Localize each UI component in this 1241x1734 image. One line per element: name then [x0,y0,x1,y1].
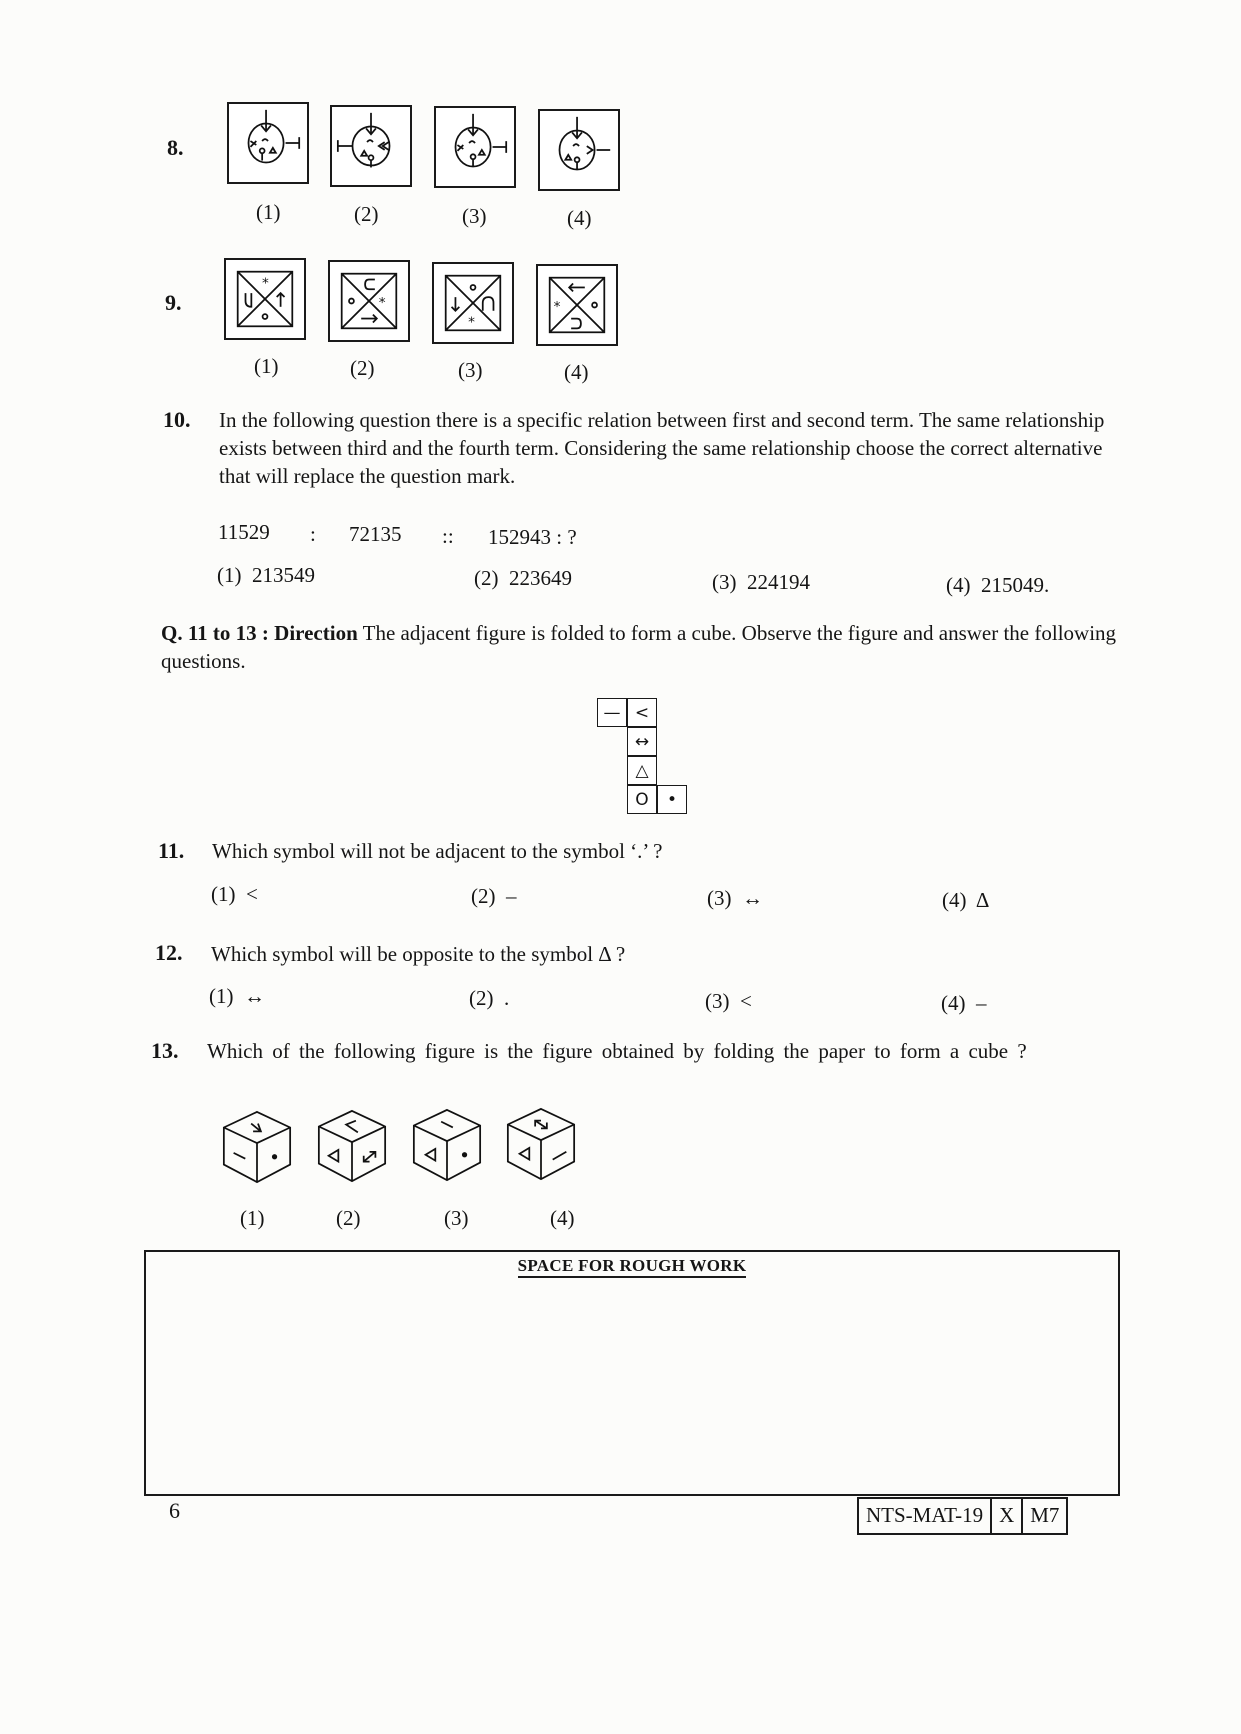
q8-figure-1 [227,102,309,184]
option-1: (1) < [211,882,258,906]
option-4: (4) 215049. [946,573,1050,597]
term-separator: :: [442,524,454,548]
question-number: 12. [155,940,183,965]
q8-figure-2 [330,105,412,187]
net-cell-double-arrow: ↔ [627,727,657,756]
net-cell-dash: — [597,698,627,727]
term-1: 11529 [218,520,270,544]
direction-text [161,619,1131,675]
svg-text:*: * [553,298,561,315]
option-caption: (1) [254,354,279,378]
option-3: (3) ↔ [707,886,763,910]
svg-text:*: * [262,275,269,292]
option-2: (2) 223649 [474,566,572,590]
question-text: Which symbol will not be adjacent to the symbol ‘.’ ? [212,839,663,863]
q9-figure-4 [536,264,618,346]
option-3: (3) < [705,989,752,1013]
option-4: (4) – [941,991,987,1015]
option-caption: (3) [462,204,487,228]
option-caption: (4) [550,1206,575,1230]
option-caption: (4) [567,206,592,230]
net-cell-circle: O [627,785,657,814]
net-cell-triangle: △ [627,756,657,785]
q9-figure-1 [224,258,306,340]
option-1: (1) 213549 [217,563,315,587]
direction-label: Q. 11 to 13 : Direction [161,621,358,645]
term-separator: : [310,522,316,546]
paper-code: NTS-MAT-19 [859,1499,992,1533]
rough-work-title: SPACE FOR ROUGH WORK [518,1256,747,1278]
q8-figure-3 [434,106,516,188]
paper-series: M7 [1030,1503,1060,1527]
option-1: (1) ↔ [209,984,265,1008]
option-caption: (1) [240,1206,265,1230]
question-number: 10. [163,407,191,432]
question-number: 8. [167,135,184,160]
rough-work-box [144,1250,1120,1496]
option-2: (2) – [471,884,517,908]
net-cell-dot: • [657,785,687,814]
term-2: 72135 [349,522,402,546]
option-3: (3) 224194 [712,570,810,594]
question-number: 11. [158,838,185,863]
direction-body: The adjacent figure is folded to form a cube. Observe the figure and answer the following questions. [161,621,1117,673]
q9-figure-2 [328,260,410,342]
q13-cube-2 [313,1106,391,1186]
q13-cube-4 [502,1104,580,1184]
question-number: 13. [151,1038,179,1063]
question-number: 9. [165,290,182,315]
svg-text:*: * [468,314,475,331]
option-caption: (4) [564,360,589,384]
paper-set: X [992,1499,1023,1533]
q9-figure-3 [432,262,514,344]
q8-figure-4 [538,109,620,191]
q13-cube-3 [408,1105,486,1185]
option-caption: (2) [336,1206,361,1230]
option-caption: (3) [444,1206,469,1230]
net-cell-less-than: < [627,698,657,727]
term-3: 152943 : ? [488,525,577,549]
svg-text:*: * [378,294,386,311]
paper-code-box [857,1497,1068,1535]
option-caption: (2) [350,356,375,380]
option-2: (2) . [469,986,510,1010]
option-caption: (2) [354,202,379,226]
option-4: (4) Δ [942,888,990,912]
question-text: Which symbol will be opposite to the symbol Δ ? [211,942,626,966]
option-caption: (3) [458,358,483,382]
question-text: Which of the following figure is the figure obtained by folding the paper to form a cube ? [207,1039,1027,1063]
option-caption: (1) [256,200,281,224]
question-text: In the following question there is a specific relation between first and second term. The same relationship exists between third and the fourth term. Considering the same relationship choose the correct alternative that will replace the question mark. [219,408,1105,488]
q13-cube-1 [218,1107,296,1187]
page-number: 6 [169,1498,180,1523]
